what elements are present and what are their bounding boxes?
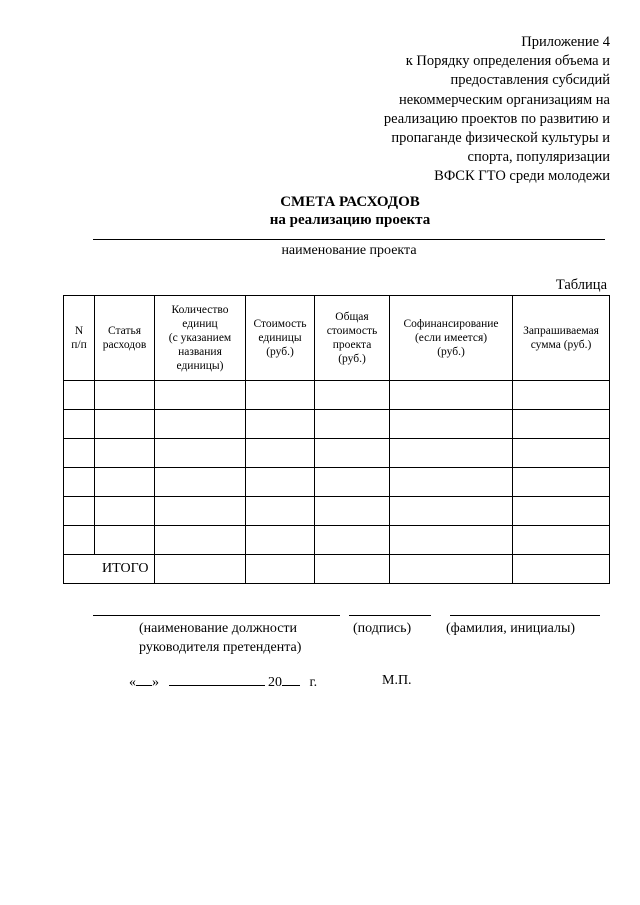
- table-cell[interactable]: [246, 439, 315, 468]
- date-open-quote: «: [129, 675, 136, 690]
- table-cell[interactable]: [315, 468, 390, 497]
- table-cell[interactable]: [315, 526, 390, 555]
- table-cell[interactable]: [513, 381, 610, 410]
- appendix-line: некоммерческим организациям на: [398, 91, 610, 108]
- appendix-line: реализацию проектов по развитию и: [383, 110, 610, 127]
- table-cell[interactable]: [95, 410, 155, 439]
- appendix-line: Приложение 4: [521, 34, 610, 50]
- header-requested-amount: Запрашиваемая сумма (руб.): [513, 296, 610, 381]
- table-cell[interactable]: [95, 468, 155, 497]
- position-line[interactable]: [93, 615, 340, 616]
- table-cell[interactable]: [513, 468, 610, 497]
- signature-caption: (подпись): [353, 621, 412, 636]
- table-cell[interactable]: [95, 497, 155, 526]
- appendix-line: пропаганде физической культуры и: [391, 130, 610, 147]
- project-name-line[interactable]: [93, 239, 605, 240]
- table-cell[interactable]: [155, 410, 246, 439]
- table-cell[interactable]: [513, 410, 610, 439]
- table-cell[interactable]: [155, 526, 246, 555]
- table-cell[interactable]: [155, 555, 246, 584]
- table-cell[interactable]: [246, 555, 315, 584]
- table-cell[interactable]: [155, 439, 246, 468]
- table-cell[interactable]: [95, 439, 155, 468]
- date-close-quote: »: [152, 675, 159, 690]
- table-row: [64, 381, 610, 410]
- name-line[interactable]: [450, 615, 600, 616]
- total-label: ИТОГО: [64, 555, 155, 584]
- table-cell[interactable]: [155, 497, 246, 526]
- header-cofinancing: Софинансирование (если имеется) (руб.): [390, 296, 513, 381]
- table-cell[interactable]: [64, 468, 95, 497]
- table-cell[interactable]: [155, 381, 246, 410]
- date-line: [129, 673, 317, 691]
- table-row: [64, 468, 610, 497]
- table-cell[interactable]: [513, 526, 610, 555]
- year-blank[interactable]: [282, 673, 300, 686]
- table-cell[interactable]: [315, 497, 390, 526]
- table-row: [64, 410, 610, 439]
- header-expense-item: Статья расходов: [95, 296, 155, 381]
- position-caption: (наименование должности руководителя претендента): [139, 621, 302, 655]
- table-cell[interactable]: [95, 526, 155, 555]
- table-row: [64, 439, 610, 468]
- table-cell[interactable]: [64, 526, 95, 555]
- table-cell[interactable]: [246, 410, 315, 439]
- table-cell[interactable]: [390, 410, 513, 439]
- table-header-row: [64, 296, 610, 381]
- header-quantity: Количество единиц (с указанием названия единицы): [155, 296, 246, 381]
- table-cell[interactable]: [246, 381, 315, 410]
- header-unit-cost: Стоимость единицы (руб.): [246, 296, 315, 381]
- table-cell[interactable]: [390, 381, 513, 410]
- table-cell[interactable]: [64, 381, 95, 410]
- name-caption: (фамилия, инициалы): [446, 621, 576, 636]
- table-row-total: [64, 555, 610, 584]
- table-row: [64, 497, 610, 526]
- table-cell[interactable]: [246, 497, 315, 526]
- table-cell[interactable]: [315, 439, 390, 468]
- signature-line[interactable]: [349, 615, 431, 616]
- appendix-line: к Порядку определения объема и: [405, 53, 610, 70]
- project-name-caption: наименование проекта: [281, 243, 417, 258]
- table-cell[interactable]: [513, 497, 610, 526]
- table-cell[interactable]: [315, 555, 390, 584]
- month-blank[interactable]: [169, 673, 265, 686]
- table-cell[interactable]: [390, 439, 513, 468]
- title-line-1: СМЕТА РАСХОДОВ: [280, 194, 420, 210]
- stamp-place: М.П.: [382, 673, 412, 688]
- year-suffix: г.: [309, 675, 318, 690]
- day-blank[interactable]: [136, 673, 152, 686]
- table-cell[interactable]: [315, 381, 390, 410]
- table-label: Таблица: [555, 277, 607, 293]
- table-cell[interactable]: [155, 468, 246, 497]
- header-total-cost: Общая стоимость проекта (руб.): [315, 296, 390, 381]
- table-cell[interactable]: [64, 439, 95, 468]
- appendix-note: [320, 33, 610, 187]
- title-line-2: на реализацию проекта: [269, 212, 431, 228]
- table-row: [64, 526, 610, 555]
- table-cell[interactable]: [64, 410, 95, 439]
- appendix-line: спорта, популяризации: [467, 149, 610, 166]
- table-cell[interactable]: [246, 468, 315, 497]
- table-cell[interactable]: [513, 439, 610, 468]
- table-cell[interactable]: [390, 526, 513, 555]
- table-cell[interactable]: [64, 497, 95, 526]
- table-cell[interactable]: [513, 555, 610, 584]
- document-title: [0, 193, 640, 229]
- table-cell[interactable]: [390, 497, 513, 526]
- table-cell[interactable]: [390, 468, 513, 497]
- appendix-line: предоставления субсидий: [450, 72, 610, 89]
- appendix-line: ВФСК ГТО среди молодежи: [434, 168, 610, 185]
- table-cell[interactable]: [246, 526, 315, 555]
- table-cell[interactable]: [390, 555, 513, 584]
- estimate-table: [63, 295, 610, 584]
- header-number: N п/п: [64, 296, 95, 381]
- table-cell[interactable]: [315, 410, 390, 439]
- table-cell[interactable]: [95, 381, 155, 410]
- year-prefix: 20: [268, 675, 282, 690]
